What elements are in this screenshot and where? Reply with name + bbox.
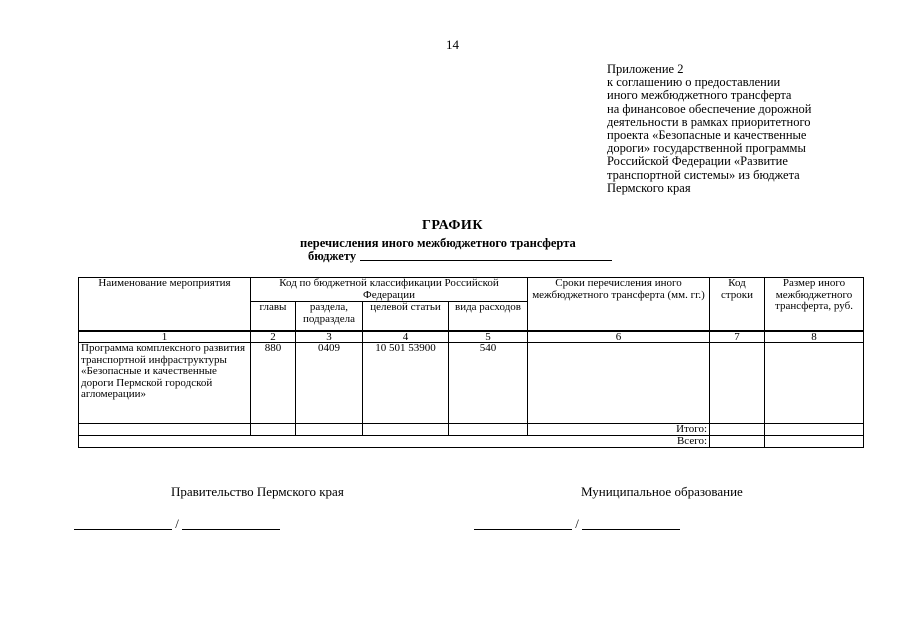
- column-number: 6: [528, 331, 710, 343]
- left-signature-blank[interactable]: [74, 517, 172, 530]
- annex-line: дороги» государственной программы: [607, 141, 806, 156]
- document-subtitle: [300, 237, 612, 263]
- subtitle-line-budget: [300, 250, 612, 263]
- cell-empty: [251, 424, 296, 436]
- left-signatory-label: Правительство Пермского края: [171, 484, 344, 499]
- column-number-row: [79, 331, 864, 343]
- header-row-code: Код строки: [710, 278, 765, 332]
- cell-empty: [79, 424, 251, 436]
- column-number: 5: [449, 331, 528, 343]
- subtitle-line: перечисления иного межбюджетного трансферта: [300, 236, 576, 250]
- signature-separator: /: [175, 516, 179, 531]
- budget-label: бюджету: [308, 249, 357, 263]
- subtotal-label: Итого:: [528, 424, 710, 436]
- column-number: 3: [296, 331, 363, 343]
- annex-line: иного межбюджетного трансферта: [607, 88, 792, 103]
- left-signature-line: [74, 516, 280, 532]
- annex-line: Пермского края: [607, 180, 691, 195]
- subtotal-row-code[interactable]: [710, 424, 765, 436]
- header-terms: Сроки перечисления иного межбюджетного трансферта (мм. гг.): [528, 278, 710, 332]
- cell-empty: [296, 424, 363, 436]
- schedule-table: [78, 277, 864, 448]
- total-row-code[interactable]: [710, 436, 765, 448]
- header-row: [79, 278, 864, 302]
- cell-empty: [449, 424, 528, 436]
- annex-line: на финансовое обеспечение дорожной: [607, 101, 812, 116]
- total-row: [79, 436, 864, 448]
- header-chapter: главы: [251, 302, 296, 332]
- right-signature-blank[interactable]: [474, 517, 572, 530]
- header-amount: Размер иного межбюджетного трансферта, руб.: [765, 278, 864, 332]
- column-number: 8: [765, 331, 864, 343]
- annex-block: [607, 63, 887, 195]
- table-row: [79, 343, 864, 424]
- subtotal-amount[interactable]: [765, 424, 864, 436]
- cell-name: Программа комплексного развития транспортной инфраструктуры «Безопасные и качественные дороги Пермской городской агломерации»: [79, 343, 251, 424]
- cell-chapter: 880: [251, 343, 296, 424]
- budget-blank-line[interactable]: [360, 260, 612, 261]
- cell-amount[interactable]: [765, 343, 864, 424]
- right-signatory-label: Муниципальное образование: [581, 484, 743, 499]
- left-name-blank[interactable]: [182, 517, 280, 530]
- cell-row-code[interactable]: [710, 343, 765, 424]
- annex-line: деятельности в рамках приоритетного: [607, 114, 811, 129]
- subtotal-row: [79, 424, 864, 436]
- total-label: Всего:: [79, 436, 710, 448]
- annex-line: проекта «Безопасные и качественные: [607, 128, 807, 143]
- header-budget-code: Код по бюджетной классификации Российской Федерации: [251, 278, 528, 302]
- header-expense-type: вида расходов: [449, 302, 528, 332]
- document-title: ГРАФИК: [422, 218, 483, 233]
- column-number: 4: [363, 331, 449, 343]
- cell-expense-type: 540: [449, 343, 528, 424]
- header-section: раздела, подраздела: [296, 302, 363, 332]
- column-number: 1: [79, 331, 251, 343]
- page-number: 14: [446, 37, 459, 52]
- signature-separator: /: [575, 516, 579, 531]
- header-target: целевой статьи: [363, 302, 449, 332]
- annex-line: Российской Федерации «Развитие: [607, 154, 788, 169]
- total-amount[interactable]: [765, 436, 864, 448]
- column-number: 2: [251, 331, 296, 343]
- right-name-blank[interactable]: [582, 517, 680, 530]
- right-signature-line: [474, 516, 680, 532]
- column-number: 7: [710, 331, 765, 343]
- cell-empty: [363, 424, 449, 436]
- header-name: Наименование мероприятия: [79, 278, 251, 332]
- annex-line: Приложение 2: [607, 62, 684, 76]
- cell-target: 10 501 53900: [363, 343, 449, 424]
- annex-line: транспортной системы» из бюджета: [607, 167, 800, 182]
- cell-section: 0409: [296, 343, 363, 424]
- annex-line: к соглашению о предоставлении: [607, 75, 781, 90]
- cell-terms[interactable]: [528, 343, 710, 424]
